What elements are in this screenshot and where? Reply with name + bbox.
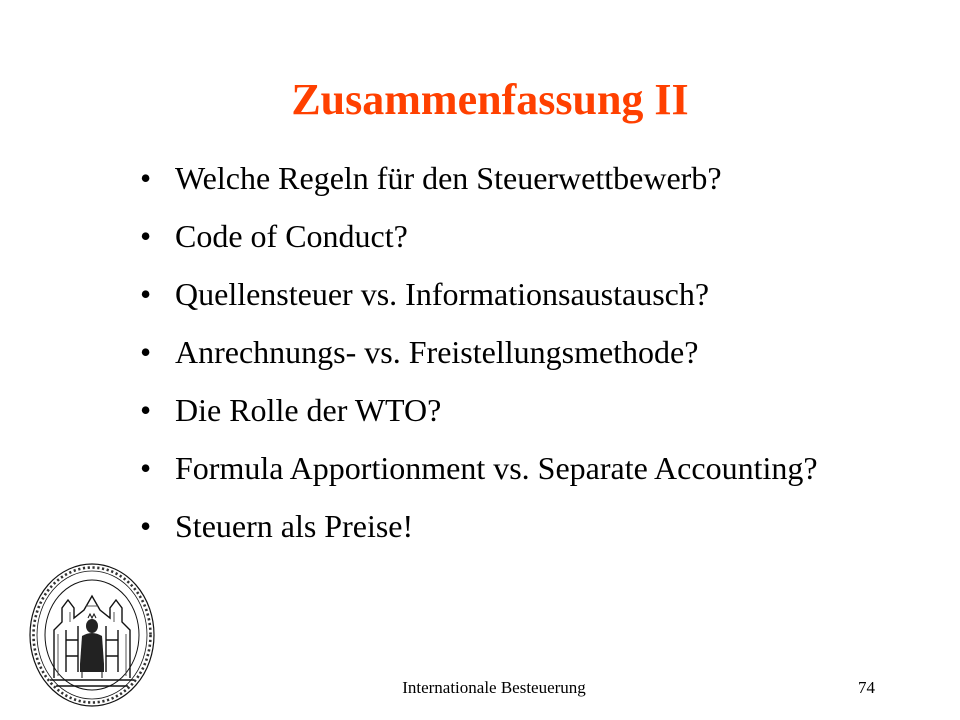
bullet-marker: • bbox=[140, 508, 152, 544]
page-number: 74 bbox=[858, 678, 875, 697]
bullet-marker: • bbox=[140, 392, 152, 428]
bullet-item bbox=[140, 392, 900, 428]
bullet-text: Die Rolle der WTO? bbox=[175, 392, 442, 428]
bullet-marker: • bbox=[140, 160, 152, 196]
bullet-text: Quellensteuer vs. Informationsaustausch? bbox=[175, 276, 710, 312]
bullet-item bbox=[140, 508, 900, 544]
bullet-item bbox=[140, 334, 900, 370]
bullet-marker: • bbox=[140, 334, 152, 370]
bullet-text: Steuern als Preise! bbox=[175, 508, 414, 544]
bullet-item bbox=[140, 276, 900, 312]
bullet-text: Anrechnungs- vs. Freistellungsmethode? bbox=[175, 334, 699, 370]
bullet-text: Welche Regeln für den Steuerwettbewerb? bbox=[175, 160, 722, 196]
bullet-marker: • bbox=[140, 276, 152, 312]
bullet-item bbox=[140, 450, 900, 486]
bullet-text: Formula Apportionment vs. Separate Accounting? bbox=[175, 450, 818, 486]
bullet-item bbox=[140, 160, 900, 196]
bullet-marker: • bbox=[140, 218, 152, 254]
bullet-list bbox=[140, 160, 900, 566]
bullet-text: Code of Conduct? bbox=[175, 218, 408, 254]
footer-title: Internationale Besteuerung bbox=[402, 678, 586, 697]
slide-title: Zusammenfassung II bbox=[291, 75, 689, 124]
bullet-marker: • bbox=[140, 450, 152, 486]
bullet-item bbox=[140, 218, 900, 254]
